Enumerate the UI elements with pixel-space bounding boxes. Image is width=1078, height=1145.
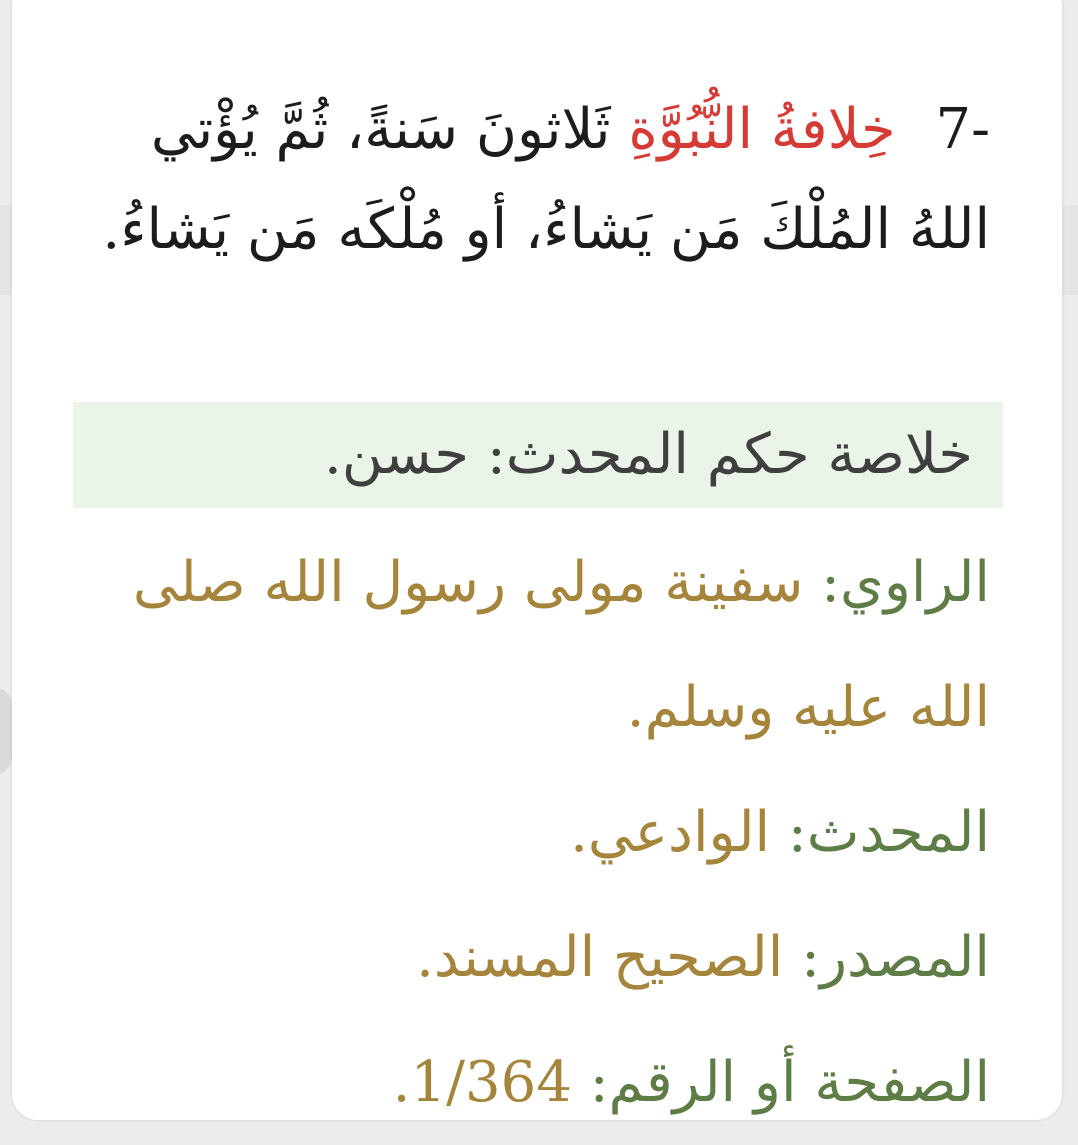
verdict-text: خلاصة حكم المحدث: حسن. xyxy=(324,422,973,487)
source-label: المصدر: xyxy=(801,925,990,990)
narrator-row xyxy=(112,520,990,770)
hadith-number: 7- xyxy=(935,97,990,162)
narrator-label: الراوي: xyxy=(821,550,990,615)
page-number-label: الصفحة أو الرقم: xyxy=(589,1050,990,1115)
source-row xyxy=(112,895,990,1020)
side-handle[interactable] xyxy=(0,688,12,774)
hadith-text xyxy=(72,80,990,280)
hadith-body: ثَلاثونَ سَنةً، ثُمَّ يُؤْتي اللهُ المُلْكَ مَن يَشاءُ، أو مُلْكَه مَن يَشاءُ. xyxy=(102,97,990,262)
page-number-value: 1/364. xyxy=(392,1050,572,1115)
hadith-card xyxy=(12,0,1062,1120)
muhaddith-row xyxy=(112,770,990,895)
muhaddith-value[interactable]: الوادعي. xyxy=(570,800,771,865)
hadith-metadata xyxy=(112,520,990,1145)
hadith-highlight[interactable]: خِلافةُ النُّبُوَّةِ xyxy=(628,97,896,162)
source-value[interactable]: الصحيح المسند. xyxy=(416,925,784,990)
page-number-row xyxy=(112,1020,990,1145)
muhaddith-label: المحدث: xyxy=(787,800,990,865)
narrator-value[interactable]: سفينة مولى رسول الله صلى الله عليه وسلم. xyxy=(132,550,990,740)
verdict-box xyxy=(73,402,1003,508)
